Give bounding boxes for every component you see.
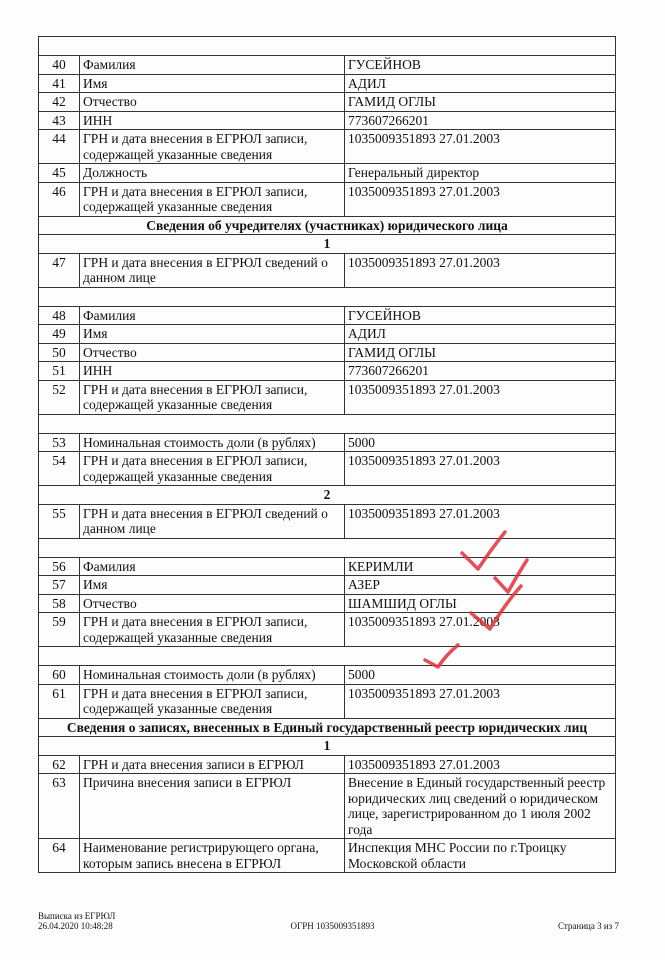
row-label: Номинальная стоимость доли (в рублях) <box>80 433 345 452</box>
table-row <box>39 130 616 164</box>
table-row <box>39 306 616 325</box>
section-title-records: Сведения о записях, внесенных в Единый государственный реестр юридических лиц <box>39 718 616 737</box>
row-value: ГАМИД ОГЛЫ <box>345 93 616 112</box>
table-row <box>39 362 616 381</box>
table-row <box>39 576 616 595</box>
row-label: ИНН <box>80 362 345 381</box>
row-number: 53 <box>39 433 80 452</box>
table-row <box>39 56 616 75</box>
row-label: ГРН и дата внесения в ЕГРЮЛ записи, содержащей указанные сведения <box>80 130 345 164</box>
row-value: КЕРИМЛИ <box>345 557 616 576</box>
row-value: 1035009351893 27.01.2003 <box>345 504 616 538</box>
footer-doc-title: Выписка из ЕГРЮЛ <box>38 911 116 921</box>
table-row <box>39 774 616 839</box>
record-number: 1 <box>39 737 616 756</box>
row-number: 62 <box>39 755 80 774</box>
row-number: 47 <box>39 253 80 287</box>
row-label: Фамилия <box>80 56 345 75</box>
row-value: 773607266201 <box>345 111 616 130</box>
row-number: 46 <box>39 182 80 216</box>
table-row <box>39 111 616 130</box>
row-label: Имя <box>80 325 345 344</box>
row-number: 42 <box>39 93 80 112</box>
subsection-header <box>39 486 616 505</box>
table-row <box>39 666 616 685</box>
row-value: АЗЕР <box>345 576 616 595</box>
table-row <box>39 93 616 112</box>
row-value: 5000 <box>345 433 616 452</box>
row-label: Имя <box>80 74 345 93</box>
row-number: 61 <box>39 684 80 718</box>
row-label: ГРН и дата внесения записи в ЕГРЮЛ <box>80 755 345 774</box>
section-title-founders: Сведения об учредителях (участниках) юридического лица <box>39 216 616 235</box>
footer-datetime: 26.04.2020 10:48:28 <box>38 921 113 931</box>
subsection-header <box>39 235 616 254</box>
table-row <box>39 557 616 576</box>
row-number: 41 <box>39 74 80 93</box>
row-number: 55 <box>39 504 80 538</box>
row-number: 54 <box>39 452 80 486</box>
row-number: 51 <box>39 362 80 381</box>
table-row <box>39 182 616 216</box>
table-row <box>39 325 616 344</box>
row-number: 63 <box>39 774 80 839</box>
row-label: ГРН и дата внесения в ЕГРЮЛ записи, содержащей указанные сведения <box>80 452 345 486</box>
subsection-header <box>39 737 616 756</box>
table-row <box>39 755 616 774</box>
footer-page-number: Страница 3 из 7 <box>558 921 619 931</box>
row-label: ИНН <box>80 111 345 130</box>
row-label: Отчество <box>80 594 345 613</box>
row-value: 1035009351893 27.01.2003 <box>345 684 616 718</box>
row-value: 1035009351893 27.01.2003 <box>345 452 616 486</box>
row-label: Фамилия <box>80 557 345 576</box>
row-value: 1035009351893 27.01.2003 <box>345 755 616 774</box>
table-row <box>39 380 616 414</box>
row-value: ШАМШИД ОГЛЫ <box>345 594 616 613</box>
row-number: 58 <box>39 594 80 613</box>
row-value: Внесение в Единый государственный реестр юридических лиц сведений о юридическом лице, зарегистрированном до 1 июля 2002 года <box>345 774 616 839</box>
table-row <box>39 839 616 873</box>
row-number: 43 <box>39 111 80 130</box>
blank-row <box>39 414 616 433</box>
blank-row <box>39 37 616 56</box>
row-label: Отчество <box>80 93 345 112</box>
row-value: ГУСЕЙНОВ <box>345 306 616 325</box>
row-label: Должность <box>80 164 345 183</box>
table-row <box>39 613 616 647</box>
row-number: 56 <box>39 557 80 576</box>
table-row <box>39 504 616 538</box>
row-value: 1035009351893 27.01.2003 <box>345 130 616 164</box>
table-row <box>39 594 616 613</box>
row-number: 49 <box>39 325 80 344</box>
founder-number: 2 <box>39 486 616 505</box>
egrul-table <box>38 36 616 873</box>
row-value: 5000 <box>345 666 616 685</box>
row-label: ГРН и дата внесения в ЕГРЮЛ сведений о данном лице <box>80 504 345 538</box>
footer-ogrn: ОГРН 1035009351893 <box>290 921 375 931</box>
row-number: 57 <box>39 576 80 595</box>
table-row <box>39 433 616 452</box>
row-number: 40 <box>39 56 80 75</box>
row-value: ГУСЕЙНОВ <box>345 56 616 75</box>
founder-number: 1 <box>39 235 616 254</box>
table-row <box>39 74 616 93</box>
row-number: 60 <box>39 666 80 685</box>
row-label: ГРН и дата внесения в ЕГРЮЛ записи, содержащей указанные сведения <box>80 380 345 414</box>
table-row <box>39 343 616 362</box>
row-label: Имя <box>80 576 345 595</box>
row-number: 45 <box>39 164 80 183</box>
table-row <box>39 164 616 183</box>
row-label: Фамилия <box>80 306 345 325</box>
row-number: 52 <box>39 380 80 414</box>
row-number: 48 <box>39 306 80 325</box>
row-number: 64 <box>39 839 80 873</box>
row-label: ГРН и дата внесения в ЕГРЮЛ записи, содержащей указанные сведения <box>80 613 345 647</box>
row-value: Инспекция МНС России по г.Троицку Московской области <box>345 839 616 873</box>
row-label: Наименование регистрирующего органа, которым запись внесена в ЕГРЮЛ <box>80 839 345 873</box>
row-value: 1035009351893 27.01.2003 <box>345 613 616 647</box>
row-label: ГРН и дата внесения в ЕГРЮЛ сведений о данном лице <box>80 253 345 287</box>
row-value: АДИЛ <box>345 74 616 93</box>
row-value: 1035009351893 27.01.2003 <box>345 182 616 216</box>
row-value: 1035009351893 27.01.2003 <box>345 253 616 287</box>
row-label: Причина внесения записи в ЕГРЮЛ <box>80 774 345 839</box>
row-number: 44 <box>39 130 80 164</box>
blank-row <box>39 287 616 306</box>
row-number: 59 <box>39 613 80 647</box>
row-number: 50 <box>39 343 80 362</box>
table-row <box>39 684 616 718</box>
section-header <box>39 216 616 235</box>
section-header <box>39 718 616 737</box>
row-label: Отчество <box>80 343 345 362</box>
blank-row <box>39 538 616 557</box>
row-label: Номинальная стоимость доли (в рублях) <box>80 666 345 685</box>
row-value: АДИЛ <box>345 325 616 344</box>
table-row <box>39 452 616 486</box>
row-value: 773607266201 <box>345 362 616 381</box>
table-row <box>39 253 616 287</box>
row-label: ГРН и дата внесения в ЕГРЮЛ записи, содержащей указанные сведения <box>80 182 345 216</box>
row-label: ГРН и дата внесения в ЕГРЮЛ записи, содержащей указанные сведения <box>80 684 345 718</box>
row-value: 1035009351893 27.01.2003 <box>345 380 616 414</box>
row-value: Генеральный директор <box>345 164 616 183</box>
row-value: ГАМИД ОГЛЫ <box>345 343 616 362</box>
blank-row <box>39 647 616 666</box>
